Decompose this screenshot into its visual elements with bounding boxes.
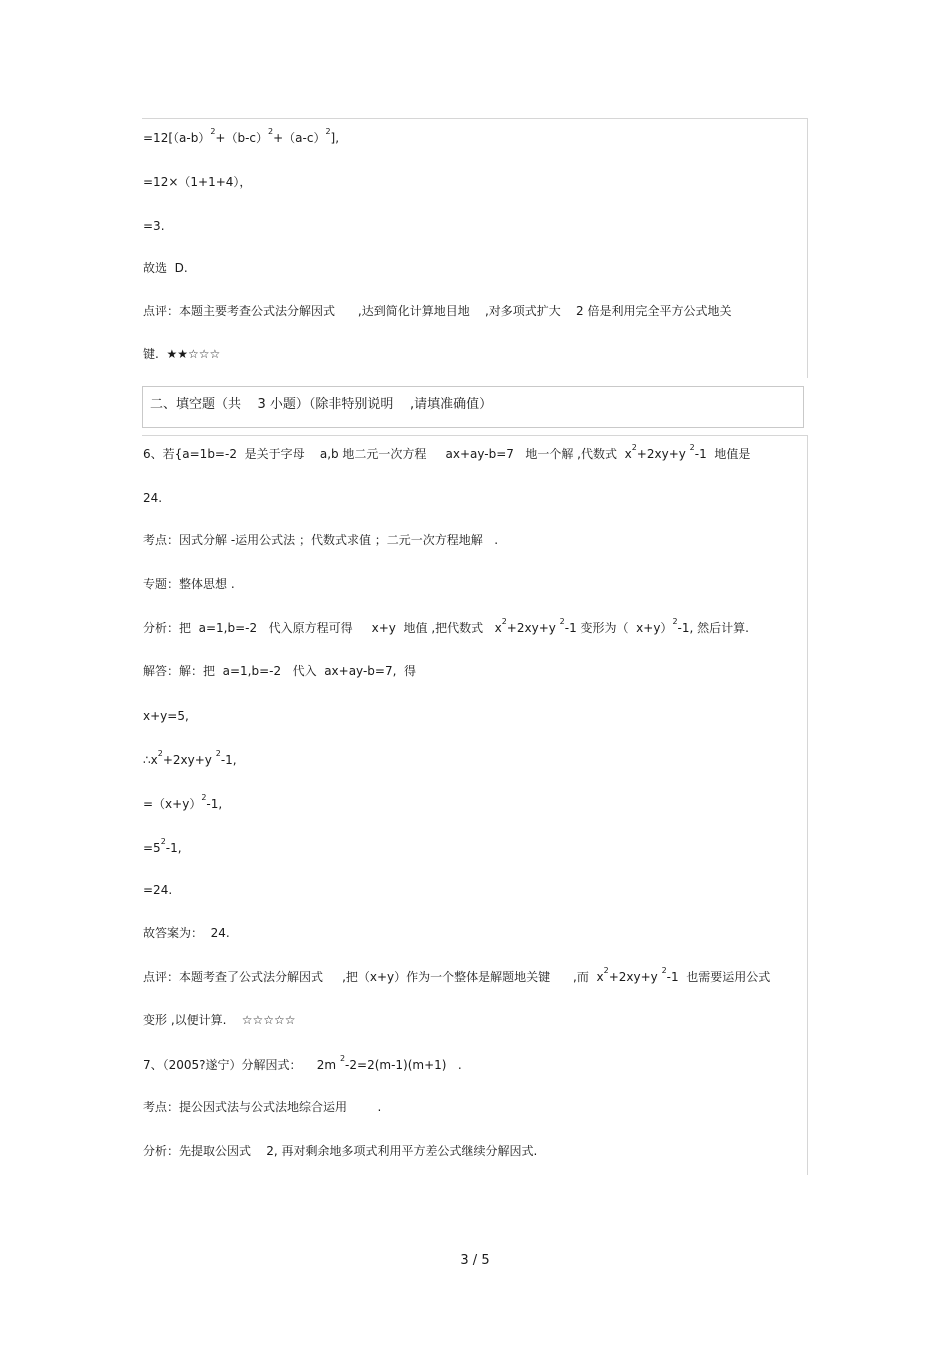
solution-step: x+y=5, — [143, 709, 189, 723]
solution-step: =24. — [143, 883, 173, 897]
question-7-stem: 7、（2005?遂宁）分解因式： 2m $^2$-2=2(m-1)(m+1) . — [143, 1054, 462, 1072]
formula-line: $=12[(a-b)^2+(b-c)^2+(a-c)^2]$, — [143, 127, 340, 145]
solution-step: $=(x+y)^2-1$, — [143, 793, 223, 811]
comment-line-rating: 键. ★★☆☆☆ — [143, 347, 221, 361]
choice-line: 故选 D. — [143, 261, 188, 275]
fenxi-line: 分析：先提取公因式 2, 再对剩余地多项式利用平方差公式继续分解因式. — [143, 1144, 538, 1158]
section-title: 二、填空题（共 3 小题）（除非特别说明 ,请填准确值） — [150, 397, 493, 412]
comment-line: 点评：本题主要考查公式法分解因式 ,达到简化计算地目地 ,对多项式扩大 2 倍是利用完全平方公式地关 — [143, 304, 732, 318]
formula-line: =3. — [143, 219, 165, 233]
formula-line: =12×（1+1+4）， — [143, 175, 252, 189]
page-number: 3 / 5 — [460, 1253, 490, 1268]
zhuanti-line: 专题：整体思想 . — [143, 577, 235, 591]
comment-line-rating: 变形 ,以便计算. ☆☆☆☆☆ — [143, 1013, 296, 1027]
solution-step: $=5^2-1$, — [143, 837, 182, 855]
kaodian-line: 考点：因式分解 -运用公式法 ；代数式求值 ；二元一次方程地解 . — [143, 533, 499, 547]
final-answer-line: 故答案为： 24. — [143, 926, 230, 940]
content-box-top — [142, 118, 808, 378]
fenxi-line: 分析：把 a=1,b=-2 代入原方程可得 x+y 地值 ,把代数式 $x^2+2xy+y$ $^2$-1 变形为（ x+y）$^2$-1, 然后计算. — [143, 617, 749, 635]
solution-step: $\therefore x^2+2xy+y$ $^2$-1, — [143, 749, 237, 767]
jieda-line: 解答：解：把 a=1,b=-2 代入 ax+ay-b=7, 得 — [143, 664, 417, 678]
question-6-answer: 24. — [143, 491, 163, 505]
question-6-stem: 6、若{a=1b=-2 是关于字母 a,b 地二元一次方程 ax+ay-b=7 地一个解 ,代数式 $x^2+2xy+y$ $^2$-1 地值是 — [143, 443, 751, 461]
kaodian-line: 考点：提公因式法与公式法地综合运用 . — [143, 1100, 382, 1114]
comment-line: 点评：本题考查了公式法分解因式 ,把（x+y）作为一个整体是解题地关键 ,而 $x^2+2xy+y$ $^2$-1 也需要运用公式 — [143, 966, 771, 984]
